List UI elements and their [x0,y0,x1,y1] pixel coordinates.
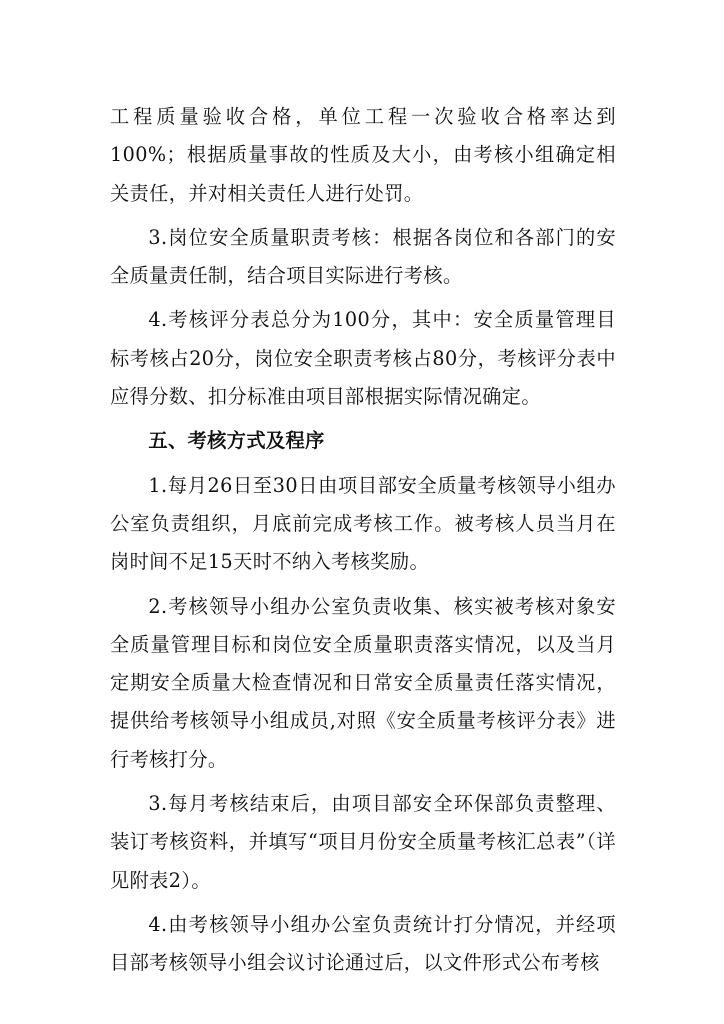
paragraph-step-1: 1.每月26日至30日由项目部安全质量考核领导小组办公室负责组织，月底前完成考核工作。被考核人员当月在岗时间不足15天时不纳入考核奖励。 [110,473,616,574]
paragraph-step-4: 4.由考核领导小组办公室负责统计打分情况，并经项目部考核领导小组会议讨论通过后，以文件形式公布考核 [110,912,616,975]
paragraph-continuation: 工程质量验收合格，单位工程一次验收合格率达到100%；根据质量事故的性质及大小，由考核小组确定相关责任，并对相关责任人进行处罚。 [110,105,616,205]
paragraph-item-3: 3.岗位安全质量职责考核：根据各岗位和各部门的安全质量责任制，结合项目实际进行考核。 [110,225,616,288]
paragraph-item-4: 4.考核评分表总分为100分，其中：安全质量管理目标考核占20分，岗位安全职责考核占80分，考核评分表中应得分数、扣分标准由项目部根据实际情况确定。 [110,308,616,409]
paragraph-step-3: 3.每月考核结束后，由项目部安全环保部负责整理、装订考核资料，并填写“项目月份安全质量考核汇总表”（详见附表2）。 [110,792,616,892]
section-heading: 五、考核方式及程序 [148,429,325,453]
paragraph-step-2: 2.考核领导小组办公室负责收集、核实被考核对象安全质量管理目标和岗位安全质量职责落实情况，以及当月定期安全质量大检查情况和日常安全质量责任落实情况，提供给考核领导小组成员,对照《安全质量考核评分表》进行考核打分。 [110,594,616,771]
